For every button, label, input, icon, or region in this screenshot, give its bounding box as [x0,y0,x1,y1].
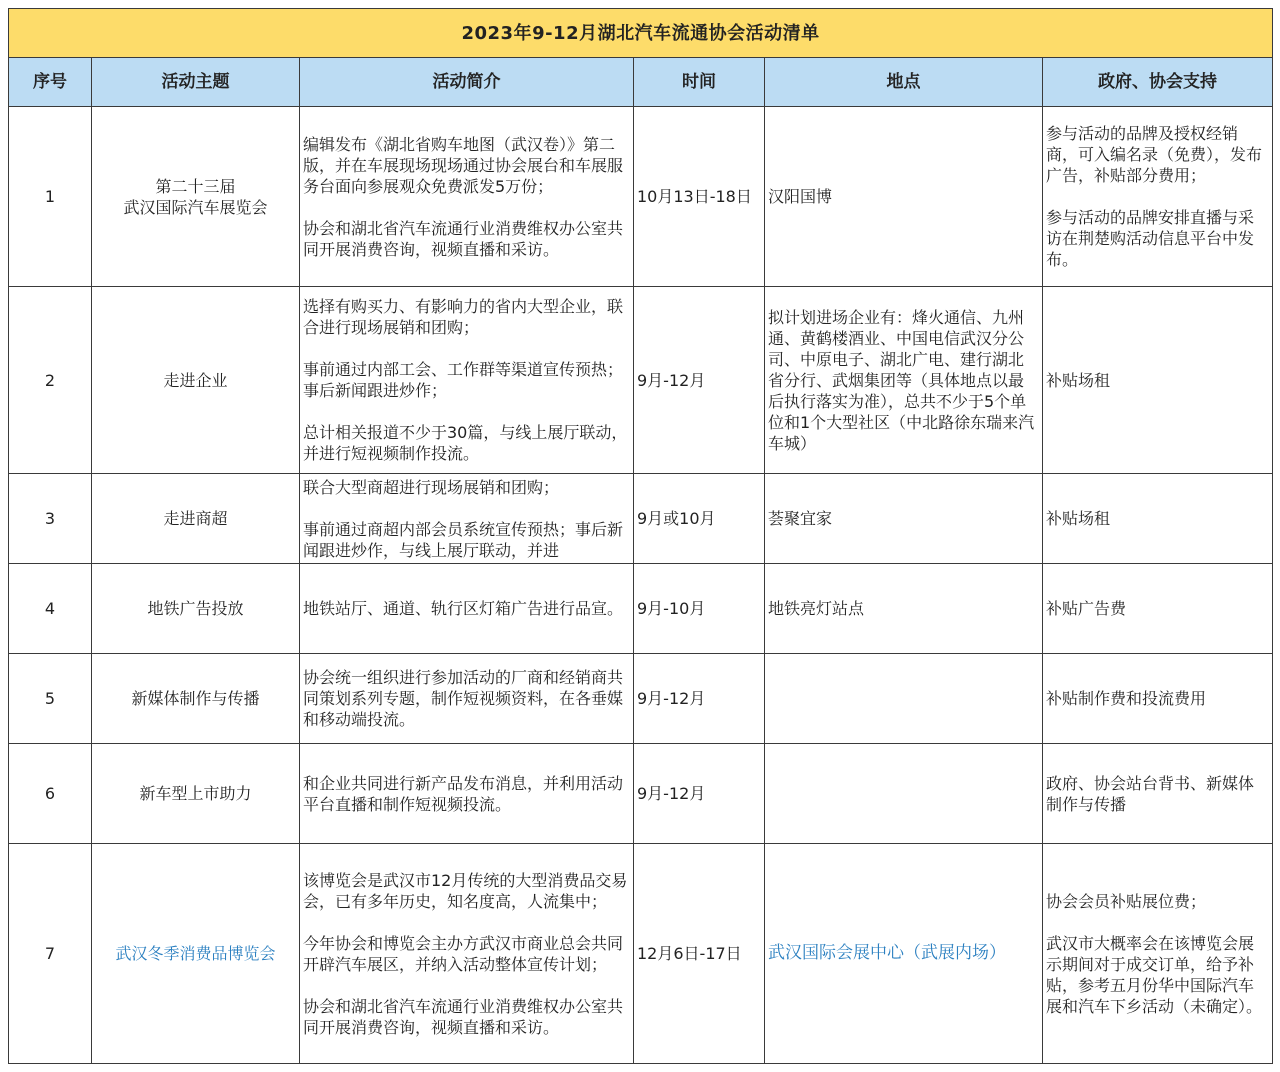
activity-theme [92,287,300,474]
activity-time: 10月13日-18日 [634,107,765,287]
row-number: 1 [9,107,92,287]
row-number: 2 [9,287,92,474]
description-line: 协会和湖北省汽车流通行业消费维权办公室共同开展消费咨询，视频直播和采访。 [303,218,624,259]
activity-theme-line: 走进企业 [163,370,228,390]
description-line: 事前通过商超内部会员系统宣传预热；事后新闻跟进炒作，与线上展厅联动，并进 [303,519,624,560]
activity-theme-line: 武汉冬季消费品博览会 [115,944,276,963]
table-row [9,564,1273,654]
activity-time: 9月-12月 [634,654,765,744]
activity-place: 汉阳国博 [765,107,1043,287]
activity-support [1043,844,1273,1064]
activity-theme-line: 第二十三届 [155,176,236,196]
header-place: 地点 [765,58,1043,107]
activity-place: 荟聚宜家 [765,474,1043,564]
description-line: 联合大型商超进行现场展销和团购； [303,477,560,497]
support-line: 参与活动的品牌及授权经销商，可入编名录（免费），发布广告，补贴部分费用； [1046,124,1263,185]
table-body [9,107,1273,1064]
support-line: 补贴场租 [1046,509,1111,528]
description-line: 今年协会和博览会主办方武汉市商业总会共同开辟汽车展区，并纳入活动整体宣传计划； [303,933,624,974]
header-desc: 活动简介 [300,58,634,107]
activity-theme [92,564,300,654]
activity-support [1043,654,1273,744]
activity-theme-line: 新车型上市助力 [139,784,252,803]
row-number: 6 [9,744,92,844]
support-line: 补贴广告费 [1046,599,1127,618]
description-line: 地铁站厅、通道、轨行区灯箱广告进行品宣。 [303,599,624,618]
activity-table [8,8,1273,1064]
description-line: 协会统一组织进行参加活动的厂商和经销商共同策划系列专题，制作短视频资料，在各垂媒和移动端投流。 [303,668,624,729]
activity-time: 12月6日-17日 [634,844,765,1064]
activity-time: 9月-10月 [634,564,765,654]
activity-theme-line: 走进商超 [163,509,228,528]
activity-support [1043,564,1273,654]
header-row [9,58,1273,107]
activity-support [1043,474,1273,564]
activity-time: 9月-12月 [634,744,765,844]
activity-sheet [8,8,1272,1064]
activity-place: 武汉国际会展中心（武展内场） [765,844,1043,1064]
activity-description [300,287,634,474]
activity-description [300,744,634,844]
description-clip [303,477,630,561]
activity-support [1043,744,1273,844]
description-line: 和企业共同进行新产品发布消息，并利用活动平台直播和制作短视频投流。 [303,773,624,814]
support-line: 补贴制作费和投流费用 [1046,689,1207,708]
row-number: 7 [9,844,92,1064]
activity-theme-line: 地铁广告投放 [147,599,244,618]
activity-description [300,654,634,744]
table-row [9,844,1273,1064]
activity-theme [92,474,300,564]
header-time: 时间 [634,58,765,107]
activity-theme-line: 新媒体制作与传播 [131,689,260,708]
support-line: 补贴场租 [1046,370,1111,390]
description-line: 选择有购买力、有影响力的省内大型企业，联合进行现场展销和团购； [303,297,624,337]
activity-theme-line: 武汉国际汽车展览会 [123,197,268,217]
description-line: 编辑发布《湖北省购车地图（武汉卷）》第二版，并在车展现场现场通过协会展台和车展服务台面向参展观众免费派发5万份； [303,134,624,196]
table-row [9,287,1273,474]
support-line: 协会会员补贴展位费； [1046,891,1207,911]
activity-support [1043,287,1273,474]
activity-description [300,107,634,287]
activity-place [765,654,1043,744]
table-row [9,474,1273,564]
sheet-title: 2023年9-12月湖北汽车流通协会活动清单 [9,9,1273,58]
row-number: 5 [9,654,92,744]
description-line: 协会和湖北省汽车流通行业消费维权办公室共同开展消费咨询，视频直播和采访。 [303,996,624,1037]
description-line: 事前通过内部工会、工作群等渠道宣传预热；事后新闻跟进炒作； [303,360,624,400]
activity-theme [92,844,300,1064]
support-line: 参与活动的品牌安排直播与采访在荆楚购活动信息平台中发布。 [1046,208,1255,269]
description-line: 总计相关报道不少于30篇，与线上展厅联动，并进行短视频制作投流。 [303,423,628,463]
support-line: 武汉市大概率会在该博览会展示期间对于成交订单，给予补贴，参考五月份华中国际汽车展和汽车下乡活动（未确定）。 [1046,933,1263,1016]
activity-theme [92,107,300,287]
activity-theme [92,744,300,844]
title-row [9,9,1273,58]
table-row [9,654,1273,744]
activity-place: 地铁亮灯站点 [765,564,1043,654]
activity-theme [92,654,300,744]
row-number: 4 [9,564,92,654]
support-line: 政府、协会站台背书、新媒体制作与传播 [1046,773,1255,814]
header-support: 政府、协会支持 [1043,58,1273,107]
description-line: 该博览会是武汉市12月传统的大型消费品交易会，已有多年历史，知名度高，人流集中； [303,870,628,911]
row-number: 3 [9,474,92,564]
activity-description [300,844,634,1064]
activity-place [765,744,1043,844]
activity-place: 拟计划进场企业有：烽火通信、九州通、黄鹤楼酒业、中国电信武汉分公司、中原电子、湖北广电、建行湖北省分行、武烟集团等（具体地点以最后执行落实为准），总共不少于5个单位和1个大型社区（中北路徐东瑞来汽车城） [765,287,1043,474]
header-no: 序号 [9,58,92,107]
table-row [9,107,1273,287]
activity-description [300,564,634,654]
activity-support [1043,107,1273,287]
activity-time: 9月-12月 [634,287,765,474]
table-row [9,744,1273,844]
activity-description [300,474,634,564]
activity-time: 9月或10月 [634,474,765,564]
header-theme: 活动主题 [92,58,300,107]
